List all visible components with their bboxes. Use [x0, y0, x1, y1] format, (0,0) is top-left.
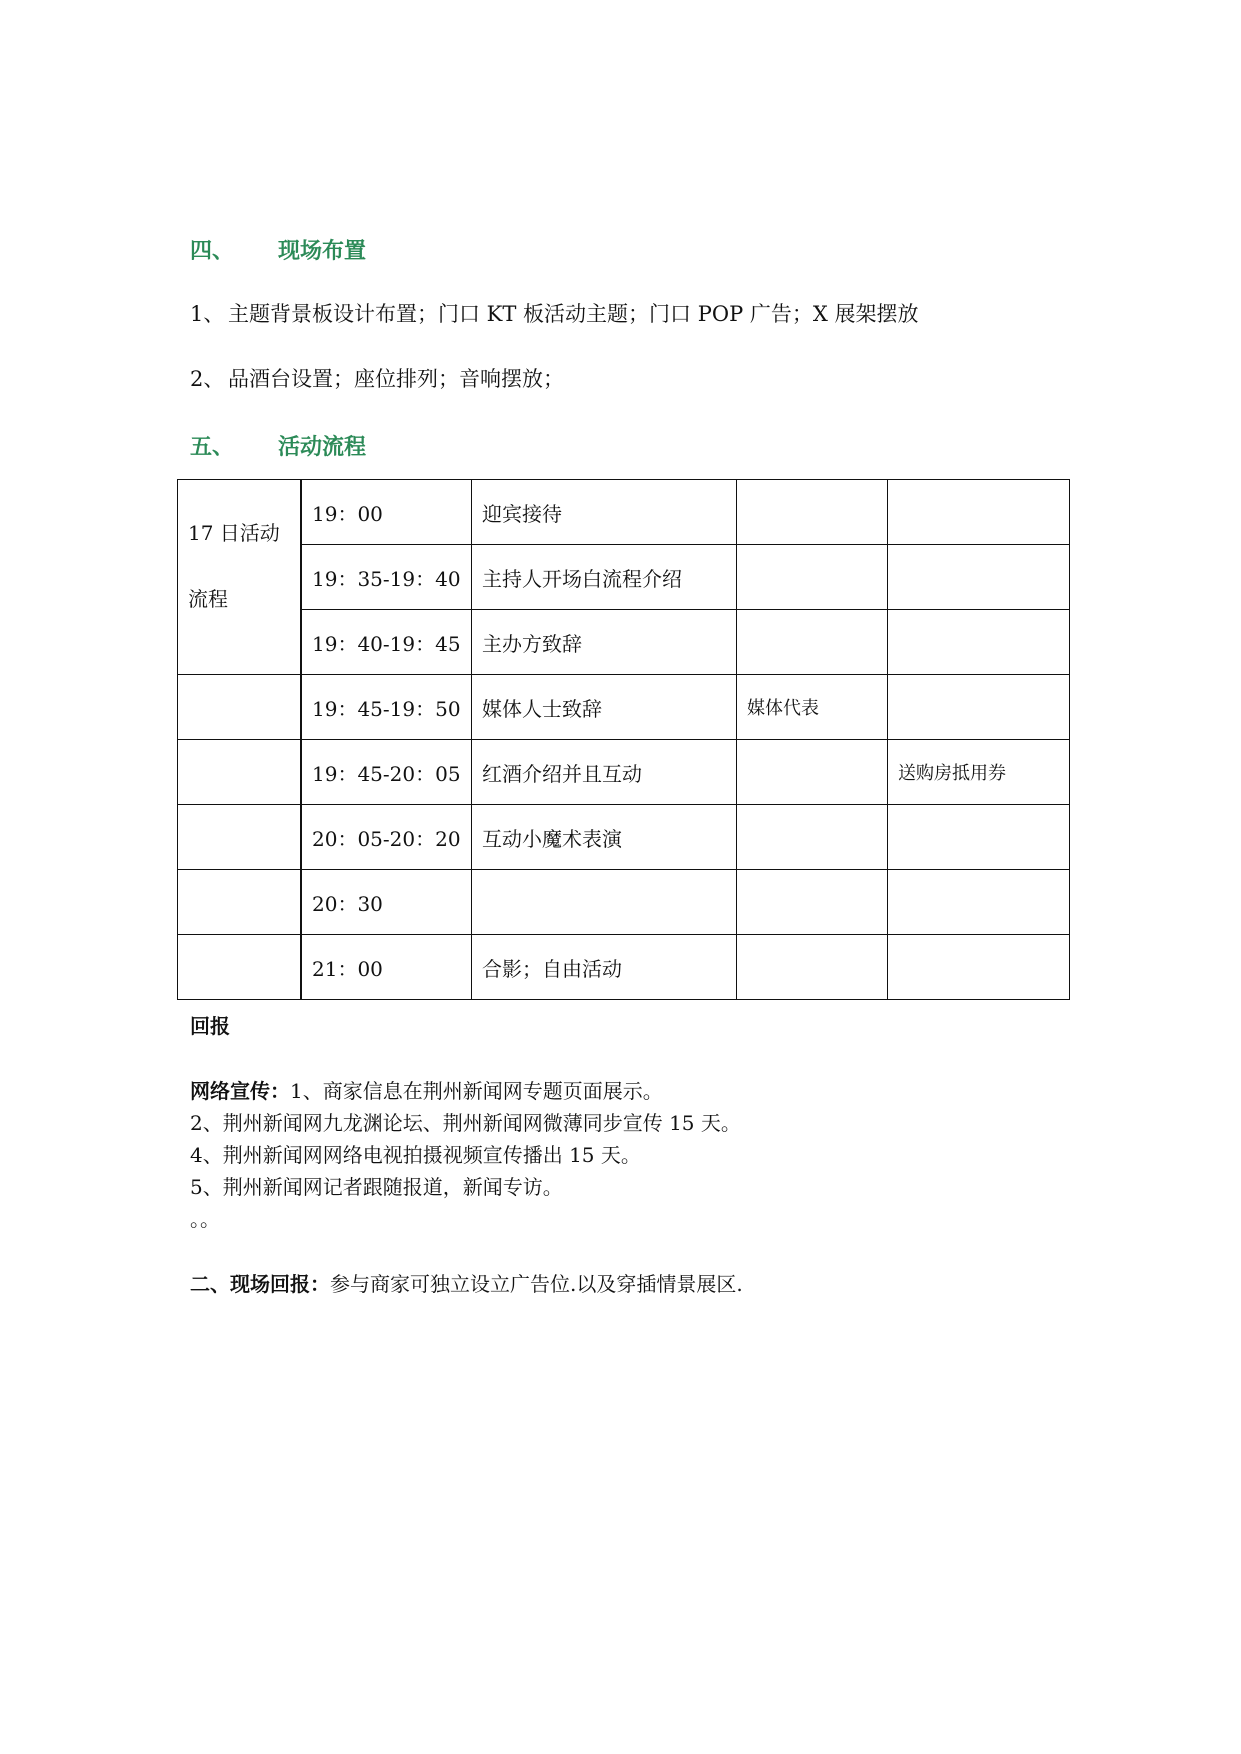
empty-cell [178, 740, 302, 805]
note-cell [737, 740, 888, 805]
remark-cell [888, 805, 1070, 870]
section-number: 四、 [190, 239, 235, 264]
note-cell [737, 610, 888, 675]
activity-cell: 主办方致辞 [472, 610, 737, 675]
table-row [178, 675, 1070, 740]
table-row [178, 740, 1070, 805]
time-cell: 19：45-20：05 [301, 740, 472, 805]
table-row [178, 610, 1070, 675]
table-row [178, 935, 1070, 1000]
remark-cell [888, 675, 1070, 740]
table-row [178, 870, 1070, 935]
empty-cell [178, 675, 302, 740]
empty-cell [178, 935, 302, 1000]
section-heading-flow [190, 430, 366, 461]
list-text: 品酒台设置；座位排列；音响摆放； [228, 367, 564, 391]
network-label: 网络宣传： [190, 1079, 290, 1103]
list-item [190, 365, 564, 393]
activity-cell: 媒体人士致辞 [472, 675, 737, 740]
onsite-label: 二、现场回报： [190, 1272, 330, 1296]
report-line [190, 1075, 663, 1107]
list-index: 1、 [190, 302, 225, 326]
note-cell [737, 545, 888, 610]
section-title: 现场布置 [278, 239, 367, 264]
remark-cell [888, 870, 1070, 935]
time-cell: 19：40-19：45 [301, 610, 472, 675]
report-line: 。。 [190, 1207, 220, 1231]
remark-cell [888, 935, 1070, 1000]
time-cell: 20：05-20：20 [301, 805, 472, 870]
activity-cell: 合影；自由活动 [472, 935, 737, 1000]
table-row [178, 805, 1070, 870]
time-cell: 20：30 [301, 870, 472, 935]
onsite-text: 参与商家可独立设立广告位.以及穿插情景展区. [330, 1272, 743, 1296]
note-cell [737, 805, 888, 870]
day-label-cell: 17 日活动流程 [178, 480, 302, 675]
section-heading-layout [190, 234, 366, 265]
note-cell [737, 870, 888, 935]
schedule-table [177, 479, 1070, 1000]
empty-cell [178, 805, 302, 870]
section-number: 五、 [190, 435, 235, 460]
time-cell: 19：00 [301, 480, 472, 545]
time-cell: 19：45-19：50 [301, 675, 472, 740]
report-line: 2、荆州新闻网九龙渊论坛、荆州新闻网微薄同步宣传 15 天。 [190, 1111, 741, 1135]
section-title: 活动流程 [278, 435, 367, 460]
table-row [178, 545, 1070, 610]
note-cell [737, 935, 888, 1000]
empty-cell [178, 870, 302, 935]
table-row [178, 480, 1070, 545]
list-text: 主题背景板设计布置；门口 KT 板活动主题；门口 POP 广告；X 展架摆放 [228, 302, 919, 326]
remark-cell [888, 480, 1070, 545]
list-item [190, 300, 919, 328]
report-heading: 回报 [190, 1014, 230, 1038]
remark-cell: 送购房抵用券 [888, 740, 1070, 805]
remark-cell [888, 545, 1070, 610]
time-cell: 19：35-19：40 [301, 545, 472, 610]
activity-cell [472, 870, 737, 935]
note-cell [737, 480, 888, 545]
remark-cell [888, 610, 1070, 675]
activity-cell: 主持人开场白流程介绍 [472, 545, 737, 610]
report-text: 1、商家信息在荆州新闻网专题页面展示。 [290, 1079, 663, 1103]
onsite-report-line [190, 1268, 743, 1300]
list-index: 2、 [190, 367, 225, 391]
note-cell: 媒体代表 [737, 675, 888, 740]
time-cell: 21：00 [301, 935, 472, 1000]
activity-cell: 红酒介绍并且互动 [472, 740, 737, 805]
activity-cell: 迎宾接待 [472, 480, 737, 545]
report-line: 4、荆州新闻网网络电视拍摄视频宣传播出 15 天。 [190, 1143, 641, 1167]
report-line: 5、荆州新闻网记者跟随报道，新闻专访。 [190, 1175, 563, 1199]
activity-cell: 互动小魔术表演 [472, 805, 737, 870]
